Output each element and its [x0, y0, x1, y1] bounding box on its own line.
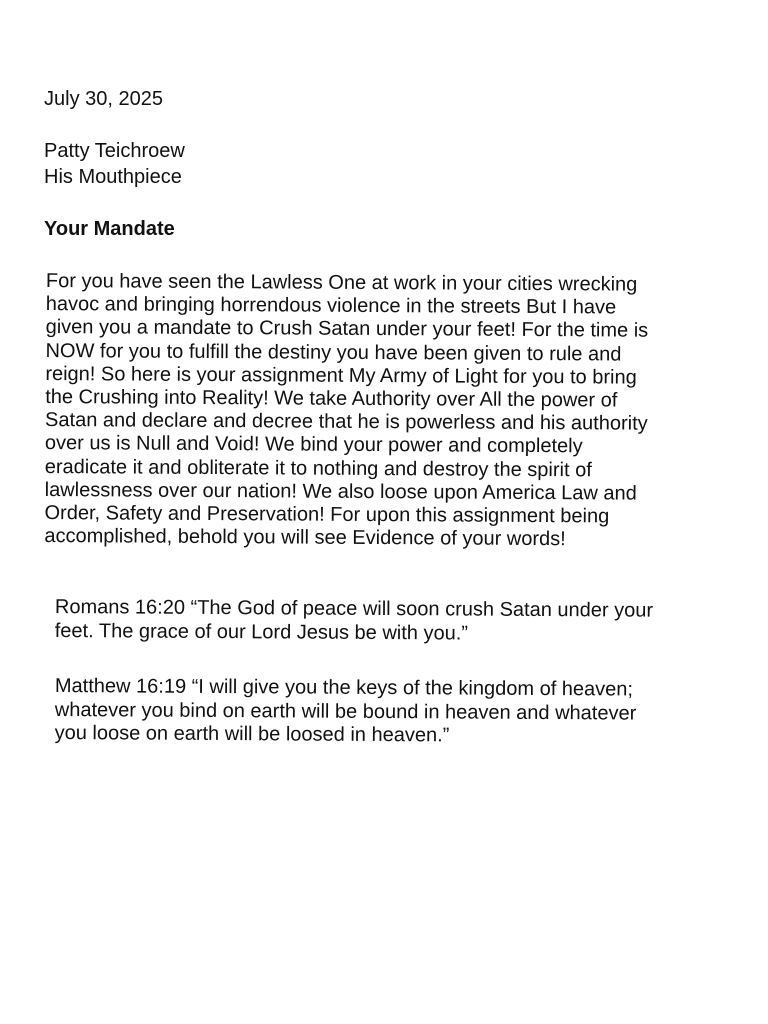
body-line: NOW for you to fulfill the destiny you have been given to rule and — [45, 339, 622, 366]
author-name: Patty Teichroew — [44, 140, 185, 162]
author-role: His Mouthpiece — [44, 166, 182, 188]
body-line: lawlessness over our nation! We also loose upon America Law and — [44, 478, 637, 505]
verse-line: Romans 16:20 “The God of peace will soon crush Satan under your — [54, 596, 654, 622]
body-line: Satan and declare and decree that he is powerless and his authority — [45, 409, 648, 435]
body-line: eradicate it and obliterate it to nothing and destroy the spirit of — [44, 455, 592, 481]
body-line: accomplished, behold you will see Evidence of your words! — [44, 525, 566, 551]
body-line: havoc and bringing horrendous violence in the streets But I have — [45, 293, 617, 319]
body-line: the Crushing into Reality! We take Authority over All the power of — [45, 386, 618, 412]
scripture-verse-matthew — [55, 675, 735, 750]
message-body — [44, 270, 726, 553]
body-line: Order, Safety and Preservation! For upon this assignment being — [44, 502, 610, 528]
body-line: For you have seen the Lawless One at work in your cities wrecking — [45, 270, 638, 296]
document-title: Your Mandate — [44, 218, 175, 240]
document-date: July 30, 2025 — [44, 88, 163, 110]
verse-line: Matthew 16:19 “I will give you the keys of the kingdom of heaven; — [54, 675, 634, 701]
body-line: given you a mandate to Crush Satan under your feet! For the time is — [45, 316, 649, 343]
verse-line: you loose on earth will be loosed in heaven.” — [54, 721, 450, 747]
body-line: reign! So here is your assignment My Army of Light for you to bring — [45, 362, 637, 389]
verse-line: feet. The grace of our Lord Jesus be with you.” — [54, 619, 469, 645]
body-line: over us is Null and Void! We bind your power and completely — [44, 432, 583, 458]
scripture-verse-romans — [55, 596, 735, 647]
verse-line: whatever you bind on earth will be bound in heaven and whatever — [54, 698, 637, 725]
